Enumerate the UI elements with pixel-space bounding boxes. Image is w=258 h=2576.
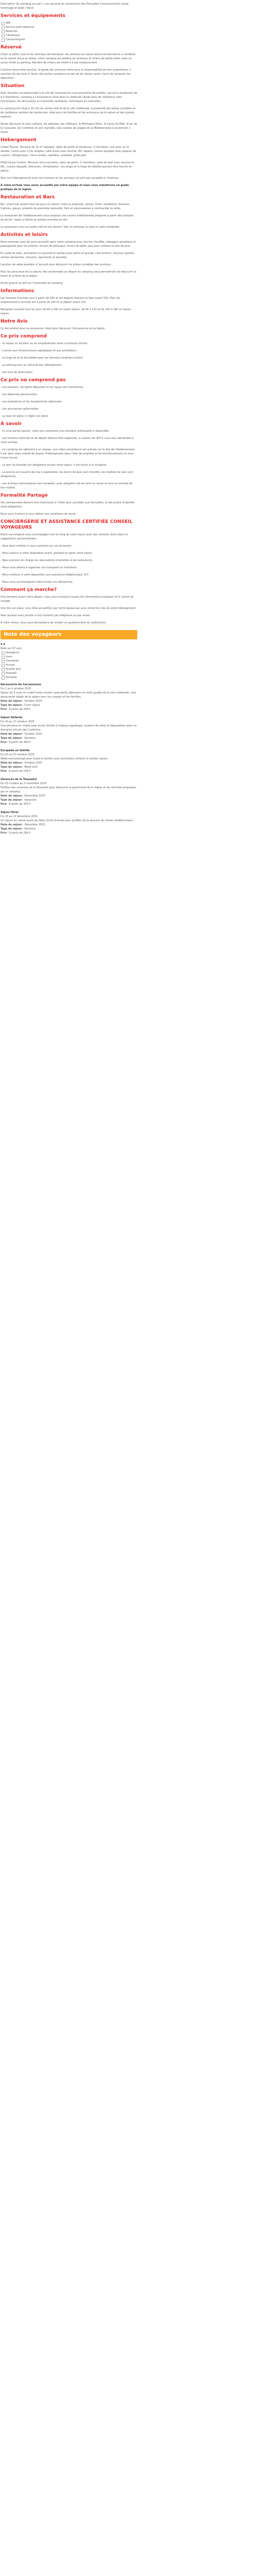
offer-date: Du 25 octobre au 2 novembre 2025 <box>1 782 47 785</box>
comment-text: Vous pouvez nous joindre à tout moment par téléphone ou par email. <box>1 614 91 617</box>
restauration-title: Restauration et Bars <box>1 195 55 200</box>
offer-type: Type de séjour: Semaine <box>1 827 36 831</box>
prix-comprend-text: - Le linge de lit et de toilette pour les formules locatives confort <box>1 357 83 360</box>
offer-price: Prix: À partir de 199 € <box>1 770 31 773</box>
list-item: Climatiseur <box>1 33 137 38</box>
a-savoir-text: - Les horaires d'arrivée et de départ doivent être respectés, la caution de 300 € vous sera demandée à votre arrivée. <box>1 437 134 444</box>
offer-stay: Date de séjour: Octobre 2025 <box>1 761 42 765</box>
formalite-text: Vos coordonnées doivent être transmises à l'hôtel pour procéder aux formalités, le document d'identité reste obligatoire. <box>1 501 135 509</box>
offer-desc: Séjour de 3 nuits en mobil-home confort avec petits déjeuners et visite guidée de la cité médiévale. Une découverte idéale de la région pour les couples et les familles. <box>1 691 136 699</box>
hebergement-text: Mobil-home Confort: Terrasse semi-couverte, salon de jardin, 2 chambres, salle de bain avec douche et WC, cuisine équipée, télévision, climatisation. Les draps et le linge de toilette peuvent être fournis en option. <box>1 161 134 173</box>
reserve-text: Chien et petits sous et les animaux domestiques: les animaux en laisse seront les bienvenus a condition qu'ils soient tenus en laisse, notre camping accueillera les animaux et chiens de petite taille, avec un accès limité au parking. Nombre de chiens est limité à 2 par emplacement. <box>1 53 136 64</box>
hebergement-title: Hébergement <box>1 138 37 143</box>
offer-name[interactable]: Vacances de la Toussaint <box>1 778 37 781</box>
reserve-text: L'animal devra être vacciné, la garde des animaux reste sous la responsabilité de leur propriétaire, il convient de les tenir à l'écart des autres campeurs et pas de les laisser seuls; merci de ramasser les déjections. <box>1 69 131 80</box>
breadcrumb[interactable]: Description du camping accueil > Les services et commercial des Portuallier Carcassonne/Le camp hommage et bolet / Rond <box>1 3 128 10</box>
informations-text: Les horaires d'arrivée sont à partir de 16h et les départs doivent se faire avant 10h. Pour les emplacements l'arrivée est à partir de 14h et le départ avant 12h. <box>1 297 120 304</box>
offer-type: Type de séjour: Week-end <box>1 766 37 769</box>
restauration-text: Le restaurant de l'établissement vous propose une cuisine traditionnelle préparée à partir des produits du terroir, repas à thème et soirées animées en été. <box>1 214 134 222</box>
activites-title: Activités et loisirs <box>1 232 48 238</box>
offer-card[interactable] <box>1 716 137 744</box>
reserve-title: Réservé <box>1 45 22 50</box>
offer-desc: Un séjour au calme avant les fêtes de fin d'année pour profiter de la douceur du climat méditerranéen. <box>1 819 134 822</box>
notre-avis-title: Notre Avis <box>1 319 28 324</box>
restauration-text: Le restaurant vous accueille midi et soir durant l'été, en terrasse ou dans la salle climatisée. <box>1 226 120 229</box>
rating-count: Noté sur 67 avis <box>1 647 22 650</box>
offer-date: Du 10 au 17 octobre 2025 <box>1 720 35 723</box>
prix-ne-comprend-text: - Les dépenses personnelles <box>1 393 37 396</box>
rating-list <box>1 651 137 680</box>
list-item: Voyageurs <box>1 651 137 655</box>
situation-title: Situation <box>1 83 25 89</box>
offer-name[interactable]: Découverte de Carcassonne <box>1 683 41 686</box>
prix-comprend-title: Ce prix comprend <box>1 334 47 339</box>
page <box>0 0 258 835</box>
offers-list <box>1 683 137 835</box>
activites-text: Accès gratuit au wifi sur l'ensemble du camping. <box>1 282 63 285</box>
a-savoir-title: À savoir <box>1 421 22 427</box>
prix-comprend-text: - Les frais de réservation <box>1 371 33 374</box>
a-savoir-text: - Si vous partez seul(e), votre prix comprend une chambre individuelle si disponible. <box>1 430 110 433</box>
activites-text: Location de vélos possible à l'accueil pour découvrir les pistes cyclables des environs. <box>1 263 112 266</box>
situation-text: Avec situation exceptionnelle à la cité de Carcassonne vous permettra de profiter, qui est à seulement de 4,2 kilomètres, camping à Carcassonne situé dans la vallée de l'Aude avec de nombreux sites touristiques, de découverte et d'activités nautiques, historiques et culturelles. <box>1 92 137 103</box>
list-item: Accueil <box>1 663 137 667</box>
offer-card[interactable] <box>1 810 137 835</box>
conciergerie-text: Notre conciergerie vous accompagne tout au long de votre séjour pour des conseils, bons plans et suggestions personnalisées. <box>1 533 128 540</box>
conciergerie-text: - Nous vous aidons à organiser vos transports et transferts. <box>1 566 77 569</box>
prix-ne-comprend-text: - Les assurances optionnelles <box>1 408 39 411</box>
prix-ne-comprend-title: Ce prix ne comprend pas <box>1 378 66 383</box>
notre-avis-text: Un bel endroit pour se ressourcer, idéal pour découvrir Carcassonne et sa région. <box>1 327 106 330</box>
list-item: Caravaningues <box>1 38 137 42</box>
offer-name[interactable]: Séjour Hiver <box>1 811 19 814</box>
services-title: Services et équipements <box>1 13 66 19</box>
restauration-text: Bar, snack-bar ouvert tous les jours en saison, menu à emporter, pizzas, frites, sandwichs, boissons fraîches, glaces, produits de première nécessité. Pain et viennoiseries à commander la veille. <box>1 203 130 210</box>
a-savoir-text: - Ce camping est adhérent à un réseau, une vidéo surveillance est activée sur le site de l'établissement, il est dans votre intérêt de laisser l'hébergement dans l'état de propreté et de fonctionnement où vous l'avez trouvé. <box>1 448 136 460</box>
offer-card[interactable] <box>1 749 137 773</box>
rating-block <box>1 642 137 680</box>
offer-stay: Date de séjour: Décembre 2025 <box>1 823 45 826</box>
services-list <box>1 21 137 42</box>
rating-score: 5.4 <box>1 643 5 646</box>
offer-stay: Date de séjour: Novembre 2025 <box>1 794 45 798</box>
prix-comprend-text: - Le parking pour un véhicule par hébergement <box>1 364 62 367</box>
prix-ne-comprend-text: - La taxe de séjour à régler sur place <box>1 415 48 418</box>
offer-desc: Profitez des vacances de la Toussaint pour découvrir le patrimoine de la région et les activités proposées par le camping. <box>1 786 136 793</box>
comment-text: À votre retour, nous vous demandons de remplir un questionnaire de satisfaction. <box>1 621 107 624</box>
offer-stay: Date de séjour: Octobre 2025 <box>1 733 42 736</box>
offer-stay: Date de séjour: Octobre 2025 <box>1 700 42 703</box>
prix-comprend-text: - Le séjour en location ou en emplacement selon la formule choisie <box>1 342 87 345</box>
prix-ne-comprend-text: - Les prestations et les équipements optionnels <box>1 400 62 403</box>
situation-text: Venez découvrir le pays cathare, les abbayes, les châteaux, la Montagne Noire, le Canal du Midi, le lac de la Cavayère, les Corbières et son vignoble, sans oublier les plages de la Méditerranée à seulement 1 heure. <box>1 123 137 134</box>
offer-name[interactable]: Séjour Détente <box>1 716 23 719</box>
offer-type: Type de séjour: Court séjour <box>1 704 40 707</box>
hebergement-text: Chalet Tourist: Terrasse de 15 m² équipée, salon de jardin et barbecue. 2 chambres, une avec un lit double, l'autre avec 2 lits simples, salle d'eau avec douche, WC séparé, cuisine équipée avec plaques de cuisson, réfrigérateur, micro-ondes, cafetière, vaisselle, grille-pain. <box>1 146 136 157</box>
prix-ne-comprend-text: - Les boissons, les petits déjeuners et les repas non mentionnés <box>1 386 84 389</box>
content-column <box>1 0 137 835</box>
list-item: Chambres <box>1 659 137 663</box>
situation-text: Le camping est situé à 10 min du centre-ville et de la cité médiévale, à proximité des pistes cyclables et de nombreux sentiers de randonnée, idéal pour les familles et les amoureux de la nature et des grands espaces. <box>1 107 136 118</box>
formalite-title: Formalité Partagé <box>1 493 48 498</box>
offer-price: Prix: À partir de 299 € <box>1 832 31 835</box>
offer-date: Du 20 au 23 octobre 2025 <box>1 753 35 756</box>
offer-price: Prix: À partir de 349 € <box>1 803 31 806</box>
conciergerie-text: - Nous prenons en charge les réservations d'activités et de restaurants. <box>1 559 93 562</box>
list-item: Wifi <box>1 21 137 25</box>
comment-text: Une semaine avant votre départ, nous vous envoyons toutes les informations pratiques et le carnet de voyage. <box>1 596 134 603</box>
prix-comprend-text: - L'accès aux infrastructures aquatiques et aux animations <box>1 349 77 352</box>
offer-card[interactable] <box>1 683 137 711</box>
conciergerie-text: - Vous êtes invité(e) à nous contacter en cas de besoin. <box>1 545 73 548</box>
informations-text: Réception ouverte tous les jours de 8h à 20h en haute saison, de 9h à 12h et de 14h à 18h en basse saison. <box>1 308 131 315</box>
conciergerie-title: CONCIERGERIE ET ASSISTANCE CERTIFIÉE CONSEIL VOYAGEURS <box>1 519 133 530</box>
offer-desc: Week-end prolongé pour toute la famille avec animations enfants et sorties nature. <box>1 757 108 760</box>
conciergerie-text: - Nous vous accompagnons dans toutes vos démarches. <box>1 581 73 584</box>
list-item: Propreté <box>1 671 137 675</box>
offer-price: Prix: À partir de 249 € <box>1 708 31 711</box>
checkbox-icon <box>2 39 5 42</box>
activites-text: Nous sommes ravis de vous accueillir dans notre camping avec piscine chauffée, toboggan aquatique et pataugeoire pour les enfants, terrain de pétanque, tennis de table, jeux pour enfants et aire de jeux. <box>1 241 136 248</box>
activites-text: En juillet et août, animations en journée et soirées pour petits et grands: club enfants, tournois sportifs, soirées dansantes, concerts, spectacles et karaoké. <box>1 252 135 259</box>
a-savoir-text: - Le port du bracelet est obligatoire durant votre séjour; il est fourni à la réception. <box>1 464 108 467</box>
comment-title: Comment ça marche? <box>1 587 57 592</box>
checkbox-icon <box>2 676 5 680</box>
offer-desc: Une semaine en chalet avec accès illimité à l'espace aquatique, location de vélos et dégustation dans un domaine viticole des Corbières. <box>1 724 137 732</box>
offer-date: Du 15 au 22 décembre 2025 <box>1 815 38 818</box>
conciergerie-text: - Nous restons à votre disposition avant, pendant et après votre séjour. <box>1 552 93 555</box>
list-item: Réserves <box>1 29 137 33</box>
list-item: Liens <box>1 655 137 659</box>
informations-title: Informations <box>1 289 35 294</box>
conciergerie-text: - Nous mettons à votre disposition une assistance téléphonique 7j/7. <box>1 573 90 577</box>
a-savoir-text: - La piscine est ouverte de mai à septembre, les shorts de bain sont interdits, les maillots de bain sont obligatoires. <box>1 471 133 478</box>
reviews-banner: Note des voyageurs <box>1 630 137 639</box>
list-item: Qualité prix <box>1 667 137 671</box>
activites-text: Pour les amoureux de la nature, des randonnées au départ du camping vous permettront de découvrir la faune et la flore de la région. <box>1 270 137 278</box>
comment-text: Une fois sur place, vous êtes accueilli(e) par notre équipe qui vous remet les clés de votre hébergement. <box>1 607 136 610</box>
offer-card[interactable] <box>1 777 137 806</box>
offer-type: Type de séjour: Semaine <box>1 737 36 740</box>
formalite-text: Nous vous invitons à vous référer aux conditions de vente. <box>1 513 77 516</box>
offer-price: Prix: À partir de 499 € <box>1 741 31 744</box>
list-item: Situation <box>1 675 137 680</box>
offer-name[interactable]: Escapade en famille <box>1 749 30 752</box>
hebergement-highlight: À votre arrivée vous serez accueillis par notre équipe et nous vous remettrons un guide pratique de la région. <box>1 184 129 191</box>
list-item: Service petit déjeuner <box>1 25 137 29</box>
hebergement-text: Tous nos hébergements sont non-fumeurs et les animaux ne sont pas acceptés à l'intérieur. <box>1 177 120 180</box>
offer-date: Du 1 au 4 octobre 2025 <box>1 687 31 690</box>
a-savoir-text: - Les animaux domestiques sont acceptés, avec obligation de les tenir en laisse et sous le contrôle de leur maître. <box>1 482 133 489</box>
offer-type: Type de séjour: Vacances <box>1 799 37 802</box>
